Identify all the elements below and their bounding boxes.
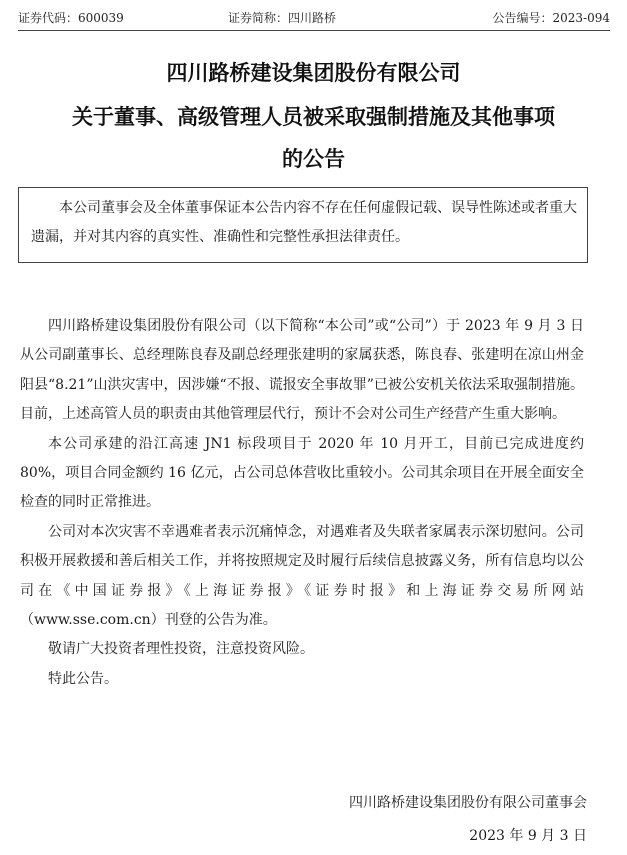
title-company: 四川路桥建设集团股份有限公司 — [166, 61, 461, 85]
signature-date: 2023 年 9 月 3 日 — [469, 828, 587, 844]
stock-code: 证券代码：600039 — [18, 11, 124, 25]
paragraph-incident: 四川路桥建设集团股份有限公司（以下简称“本公司”或“公司”）于 2023 年 9 月 3 日从公司副董事长、总经理陈良春及副总经理张建明的家属获悉，陈良春、张建明在凉山州金阳县“8.21”山洪灾害中，因涉嫌“不报、谎报安全事故罪”已被公安机关依法采取强制措施。目前，上述高管人员的职责由其他管理层代行，预计不会对公司生产经营产生重大影响。 — [20, 318, 584, 423]
paragraph-closing: 特此公告。 — [48, 670, 118, 687]
document-header — [18, 8, 610, 31]
paragraph-condolence: 公司对本次灾害不幸遇难者表示沉痛悼念，对遇难者及失联者家属表示深切慰问。公司积极开展救援和善后相关工作，并将按照规定及时履行后续信息披露义务，所有信息均以公司在《中国证券报》《上海证券报》《证券时报》和上海证券交易所网站（www.sse.com.cn）刊登的公告为准。 — [20, 523, 584, 629]
announcement-number: 公告编号：2023-094 — [492, 11, 610, 25]
board-guarantee-notice: 本公司董事会及全体董事保证本公告内容不存在任何虚假记载、误导性陈述或者重大遗漏，并对其内容的真实性、准确性和完整性承担法律责任。 — [18, 187, 588, 263]
paragraph-project: 本公司承建的沿江高速 JN1 标段项目于 2020 年 10 月开工，目前已完成进度约 80%，项目合同金额约 16 亿元，占公司总体营收比重较小。公司其余项目在开展全面安全检查的同时正常推进。 — [20, 435, 584, 511]
announcement-body — [20, 312, 584, 694]
stock-short-name: 证券简称：四川路桥 — [228, 11, 337, 25]
signature-company: 四川路桥建设集团股份有限公司董事会 — [349, 795, 587, 811]
title-subject: 关于董事、高级管理人员被采取强制措施及其他事项 — [72, 105, 555, 129]
paragraph-risk-warning: 敬请广大投资者理性投资，注意投资风险。 — [48, 641, 314, 658]
title-suffix: 的公告 — [282, 147, 345, 171]
